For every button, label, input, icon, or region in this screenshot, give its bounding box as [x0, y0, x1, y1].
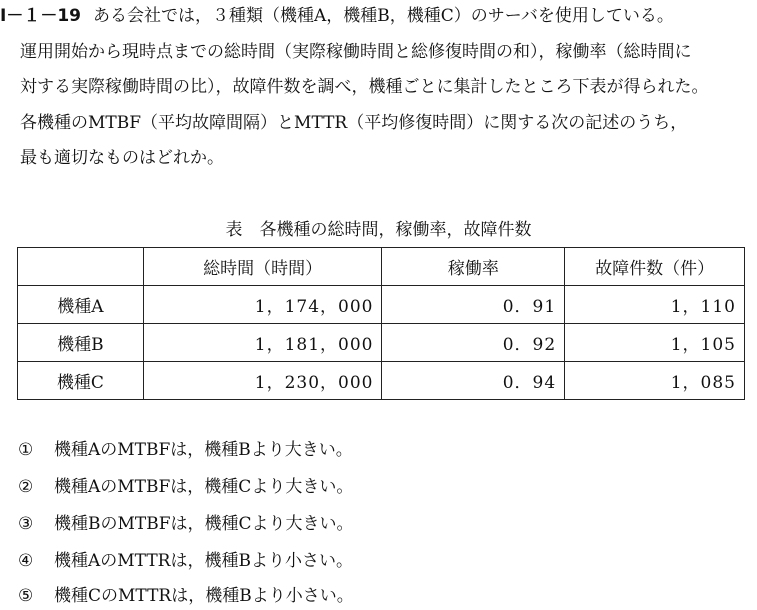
choice-1 [18, 440, 353, 460]
table-header-row [18, 248, 745, 286]
data-table [17, 247, 745, 400]
question-line-1 [0, 6, 674, 26]
machine-name-cell: 機種A [18, 286, 144, 324]
failures-cell: 1，085 [565, 362, 745, 400]
question-line-3: 対する実際稼働時間の比），故障件数を調べ，機種ごとに集計したところ下表が得られた。 [20, 77, 709, 97]
question-line-4: 各機種のMTBF（平均故障間隔）とMTTR（平均修復時間）に関する次の記述のうち， [20, 113, 688, 133]
availability-cell: 0．94 [382, 362, 565, 400]
table-row [18, 324, 745, 362]
question-line-5: 最も適切なものはどれか。 [20, 148, 224, 168]
table-row [18, 286, 745, 324]
header-cell-failures: 故障件数（件） [565, 248, 745, 286]
header-cell-blank [18, 248, 144, 286]
choice-mark: ③ [18, 514, 34, 534]
availability-cell: 0．92 [382, 324, 565, 362]
failures-cell: 1，110 [565, 286, 745, 324]
total-time-cell: 1，174，000 [143, 286, 382, 324]
choice-text: 機種AのMTBFは，機種Cより大きい。 [54, 477, 354, 497]
choice-mark: ④ [18, 551, 34, 571]
header-cell-total-time: 総時間（時間） [143, 248, 382, 286]
table-caption: 表 各機種の総時間，稼働率，故障件数 [225, 220, 532, 240]
choice-text: 機種BのMTBFは，機種Cより大きい。 [54, 514, 354, 534]
choice-3 [18, 514, 354, 534]
question-text-1: ある会社では，３種類（機種A，機種B，機種C）のサーバを使用している。 [92, 6, 674, 26]
choice-5 [18, 586, 354, 606]
table-row [18, 362, 745, 400]
machine-name-cell: 機種B [18, 324, 144, 362]
choice-4 [18, 551, 353, 571]
availability-cell: 0．91 [382, 286, 565, 324]
choice-2 [18, 477, 353, 497]
choice-mark: ① [18, 440, 34, 460]
choice-text: 機種CのMTTRは，機種Bより小さい。 [54, 586, 354, 606]
total-time-cell: 1，181，000 [143, 324, 382, 362]
failures-cell: 1，105 [565, 324, 745, 362]
choice-text: 機種AのMTTRは，機種Bより小さい。 [54, 551, 353, 571]
total-time-cell: 1，230，000 [143, 362, 382, 400]
choice-mark: ⑤ [18, 586, 34, 606]
choice-mark: ② [18, 477, 34, 497]
choice-text: 機種AのMTBFは，機種Bより大きい。 [54, 440, 353, 460]
header-cell-availability: 稼働率 [382, 248, 565, 286]
question-number: Ⅰ－１－19 [0, 6, 81, 26]
machine-name-cell: 機種C [18, 362, 144, 400]
question-line-2: 運用開始から現時点までの総時間（実際稼働時間と総修復時間の和），稼働率（総時間に [20, 42, 692, 62]
